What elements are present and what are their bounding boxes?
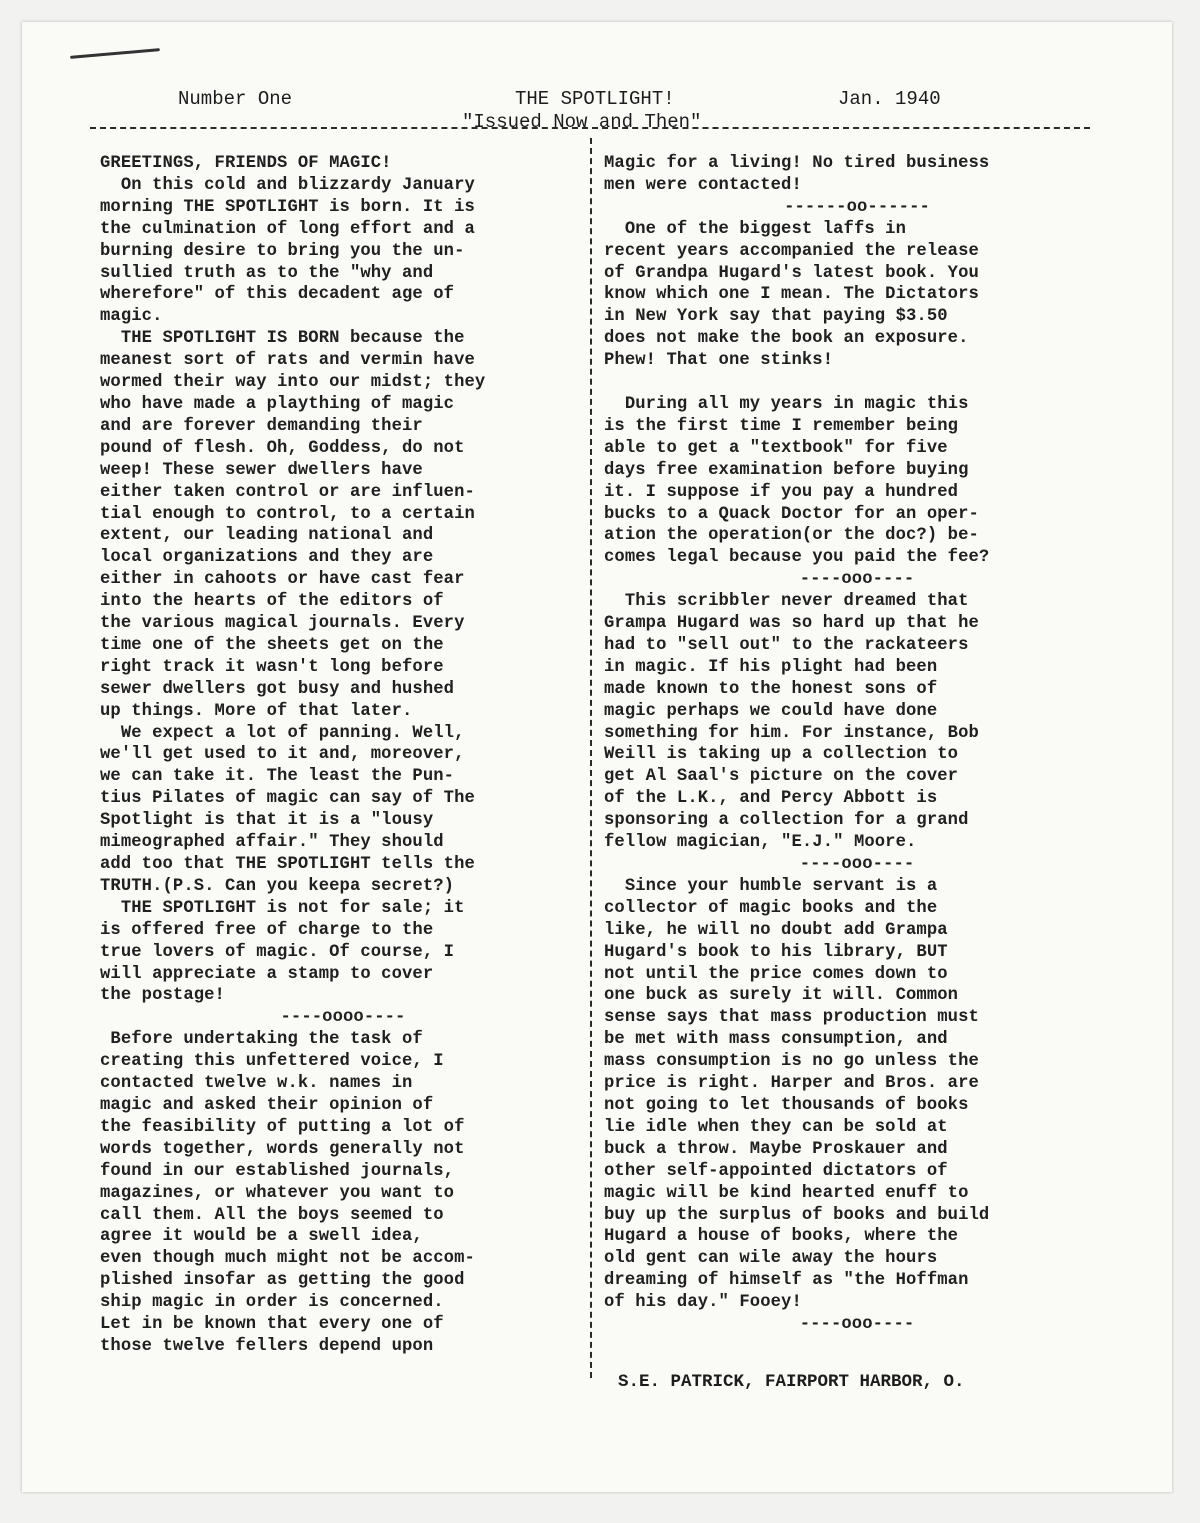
text-line: ------oo------ <box>784 197 930 217</box>
text-line: ----ooo---- <box>799 570 915 590</box>
text-line: local organizations and they are <box>100 548 434 568</box>
text-line: tial enough to control, to a certain <box>100 504 475 524</box>
masthead-rule <box>90 127 1090 129</box>
text-line: ship magic in order is concerned. <box>100 1293 444 1313</box>
text-line: magic will be kind hearted enuff to <box>604 1183 969 1203</box>
text-line: in magic. If his plight had been <box>604 657 938 677</box>
text-line: We expect a lot of panning. Well, <box>100 723 465 743</box>
text-line: Hugard a house of books, where the <box>604 1227 959 1247</box>
text-line: sense says that mass production must <box>604 1008 979 1028</box>
text-line: know which one I mean. The Dictators <box>604 285 979 305</box>
text-line: magazines, or whatever you want to <box>100 1183 455 1203</box>
text-line: of the L.K., and Percy Abbott is <box>604 789 938 809</box>
text-line: sewer dwellers got busy and hushed <box>100 679 455 699</box>
text-line: be met with mass consumption, and <box>604 1030 948 1050</box>
text-line: Before undertaking the task of <box>100 1030 423 1050</box>
text-line: time one of the sheets get on the <box>100 635 444 655</box>
text-line: Magic for a living! No tired business <box>604 154 990 173</box>
text-line: Let in be known that every one of <box>100 1315 444 1335</box>
text-line: old gent can wile away the hours <box>604 1249 938 1269</box>
text-line: Weill is taking up a collection to <box>604 745 959 765</box>
text-line: collector of magic books and the <box>604 898 938 918</box>
text-line: TRUTH.(P.S. Can you keepa secret?) <box>100 876 455 896</box>
text-line: other self-appointed dictators of <box>604 1161 948 1181</box>
text-line: is the first time I remember being <box>604 416 959 436</box>
text-line: burning desire to bring you the un- <box>100 241 465 261</box>
text-line: found in our established journals, <box>100 1161 455 1181</box>
text-line: into the hearts of the editors of <box>100 592 444 612</box>
text-line: it. I suppose if you pay a hundred <box>604 482 959 502</box>
newsletter-subtitle: "Issued Now and Then" <box>462 111 702 133</box>
text-line: wormed their way into our midst; they <box>100 373 486 393</box>
text-line: fellow magician, "E.J." Moore. <box>604 833 917 853</box>
text-line: add too that THE SPOTLIGHT tells the <box>100 855 475 874</box>
text-line: the culmination of long effort and a <box>100 219 475 239</box>
text-line: is offered free of charge to the <box>100 920 434 940</box>
text-line: able to get a "textbook" for five <box>604 438 948 458</box>
text-line: those twelve fellers depend upon <box>100 1336 434 1356</box>
text-line: sullied truth as to the "why and <box>100 263 434 283</box>
text-line: pound of flesh. Oh, Goddess, do not <box>100 438 465 458</box>
text-line: not going to let thousands of books <box>604 1095 969 1115</box>
masthead <box>60 64 1090 133</box>
text-line: magic perhaps we could have done <box>604 701 938 721</box>
text-line: During all my years in magic this <box>604 394 969 414</box>
text-line: contacted twelve w.k. names in <box>100 1074 413 1094</box>
text-line: ----oooo---- <box>280 1008 406 1028</box>
text-line: true lovers of magic. Of course, I <box>100 942 455 962</box>
text-line: Phew! That one stinks! <box>604 351 834 371</box>
text-line: creating this unfettered voice, I <box>100 1052 444 1072</box>
text-line: buy up the surplus of books and build <box>604 1205 990 1225</box>
text-line: weep! These sewer dwellers have <box>100 460 423 480</box>
text-line: and are forever demanding their <box>100 416 423 436</box>
text-line: either taken control or are influen- <box>100 482 475 502</box>
text-line: On this cold and blizzardy January <box>100 175 475 195</box>
text-line: Grampa Hugard was so hard up that he <box>604 614 979 634</box>
text-line: extent, our leading national and <box>100 526 434 546</box>
text-line: Spotlight is that it is a "lousy <box>100 811 434 831</box>
text-line: bucks to a Quack Doctor for an oper- <box>604 504 979 524</box>
text-line: morning THE SPOTLIGHT is born. It is <box>100 197 475 217</box>
text-line: ation the operation(or the doc?) be- <box>604 526 979 546</box>
text-line: made known to the honest sons of <box>604 679 938 699</box>
newsletter-title: THE SPOTLIGHT! <box>515 88 675 110</box>
text-line: right track it wasn't long before <box>100 657 444 677</box>
text-line: buck a throw. Maybe Proskauer and <box>604 1139 948 1159</box>
text-line: mimeographed affair." They should <box>100 833 444 853</box>
text-line: meanest sort of rats and vermin have <box>100 351 475 371</box>
text-line: will appreciate a stamp to cover <box>100 964 434 984</box>
text-line: recent years accompanied the release <box>604 241 979 261</box>
text-line: the various magical journals. Every <box>100 614 465 634</box>
text-line: price is right. Harper and Bros. are <box>604 1074 979 1094</box>
text-line: ----ooo---- <box>799 855 915 874</box>
text-line: This scribbler never dreamed that <box>604 592 969 612</box>
text-line: ----ooo---- <box>799 1315 915 1335</box>
text-line: we'll get used to it and, moreover, <box>100 745 465 765</box>
text-line: the postage! <box>100 986 225 1006</box>
text-line: GREETINGS, FRIENDS OF MAGIC! <box>100 154 392 173</box>
text-line: agree it would be a swell idea, <box>100 1227 423 1247</box>
text-line: who have made a plaything of magic <box>100 394 455 414</box>
text-line: call them. All the boys seemed to <box>100 1205 444 1225</box>
text-line: words together, words generally not <box>100 1139 465 1159</box>
text-line: comes legal because you paid the fee? <box>604 548 990 568</box>
text-line: like, he will no doubt add Grampa <box>604 920 948 940</box>
left-column <box>100 153 586 1358</box>
issue-date: Jan. 1940 <box>838 88 941 110</box>
text-line: Hugard's book to his library, BUT <box>604 942 948 962</box>
text-line: magic. <box>100 307 163 327</box>
text-line: even though much might not be accom- <box>100 1249 475 1269</box>
text-line: get Al Saal's picture on the cover <box>604 767 959 787</box>
issue-number: Number One <box>178 88 293 110</box>
text-line: dreaming of himself as "the Hoffman <box>604 1271 969 1291</box>
text-line: either in cahoots or have cast fear <box>100 570 465 590</box>
text-line: magic and asked their opinion of <box>100 1095 434 1115</box>
text-line: One of the biggest laffs in <box>604 219 907 239</box>
right-column <box>604 153 1110 1336</box>
text-line: up things. More of that later. <box>100 701 413 721</box>
text-line: of his day." Fooey! <box>604 1293 802 1313</box>
text-line: lie idle when they can be sold at <box>604 1117 948 1137</box>
text-line: not until the price comes down to <box>604 964 948 984</box>
text-line <box>604 372 1110 394</box>
text-line: THE SPOTLIGHT is not for sale; it <box>100 898 465 918</box>
signature: S.E. PATRICK, FAIRPORT HARBOR, O. <box>618 1372 965 1392</box>
text-line: of Grandpa Hugard's latest book. You <box>604 263 979 283</box>
text-line: had to "sell out" to the rackateers <box>604 635 969 655</box>
text-line: does not make the book an exposure. <box>604 329 969 349</box>
text-line: men were contacted! <box>604 175 802 195</box>
text-line: we can take it. The least the Pun- <box>100 767 455 787</box>
text-line: wherefore" of this decadent age of <box>100 285 455 305</box>
text-line: plished insofar as getting the good <box>100 1271 465 1291</box>
text-line: tius Pilates of magic can say of The <box>100 789 475 809</box>
text-line: days free examination before buying <box>604 460 969 480</box>
text-line: THE SPOTLIGHT IS BORN because the <box>100 329 465 349</box>
text-line: in New York say that paying $3.50 <box>604 307 948 327</box>
text-line: one buck as surely it will. Common <box>604 986 959 1006</box>
text-line: mass consumption is no go unless the <box>604 1052 979 1072</box>
text-line: Since your humble servant is a <box>604 876 938 896</box>
text-line: sponsoring a collection for a grand <box>604 811 969 831</box>
text-line: the feasibility of putting a lot of <box>100 1117 465 1137</box>
column-divider <box>590 138 592 1378</box>
text-line: something for him. For instance, Bob <box>604 723 979 743</box>
